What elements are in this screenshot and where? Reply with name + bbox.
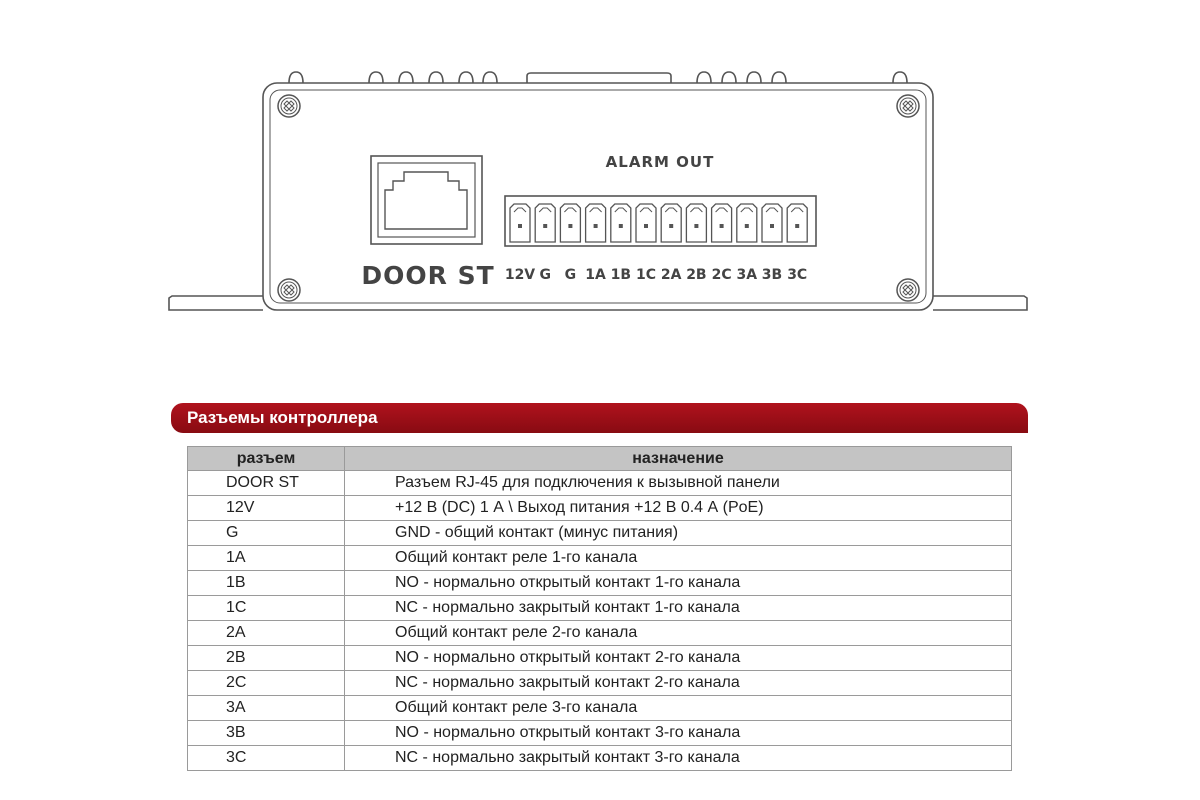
terminal-label: 1A: [585, 267, 606, 283]
purpose-cell: GND - общий контакт (минус питания): [345, 521, 1012, 546]
screw-icon: [278, 279, 300, 301]
table-row: [188, 671, 1012, 696]
terminal-label: 2B: [686, 267, 707, 283]
terminal-label: 3A: [736, 267, 758, 283]
purpose-cell: Общий контакт реле 3-го канала: [345, 696, 1012, 721]
terminal-label: 1B: [610, 267, 632, 283]
terminal-labels: [505, 267, 807, 283]
connector-cell: 3B: [188, 721, 345, 746]
terminal-pin: [586, 204, 606, 242]
table-row: [188, 471, 1012, 496]
terminal-pin: [787, 204, 807, 242]
right-mounting-flange: [933, 296, 1027, 310]
column-header-purpose: назначение: [345, 447, 1012, 471]
door-st-label: DOOR ST: [361, 261, 495, 290]
purpose-cell: Общий контакт реле 1-го канала: [345, 546, 1012, 571]
terminal-pin: [686, 204, 706, 242]
connector-cell: DOOR ST: [188, 471, 345, 496]
purpose-cell: +12 В (DC) 1 А \ Выход питания +12 В 0.4 А (PoE): [345, 496, 1012, 521]
terminal-pin: [560, 204, 580, 242]
connector-cell: 1B: [188, 571, 345, 596]
section-title: Разъемы контроллера: [187, 408, 378, 427]
terminal-pin: [535, 204, 555, 242]
purpose-cell: Разъем RJ-45 для подключения к вызывной панели: [345, 471, 1012, 496]
column-header-connector: разъем: [188, 447, 345, 471]
connector-table: [187, 446, 1012, 771]
table-row: [188, 646, 1012, 671]
terminal-pin: [611, 204, 631, 242]
terminal-pin: [510, 204, 530, 242]
terminal-pin: [712, 204, 732, 242]
table-row: [188, 596, 1012, 621]
purpose-cell: NO - нормально открытый контакт 2-го канала: [345, 646, 1012, 671]
alarm-out-label: ALARM OUT: [605, 153, 715, 171]
table-row: [188, 746, 1012, 771]
table-row: [188, 721, 1012, 746]
table-header-row: [188, 447, 1012, 471]
terminal-pin: [661, 204, 681, 242]
section-header: [171, 403, 1028, 433]
connector-cell: 3A: [188, 696, 345, 721]
screw-icon: [897, 279, 919, 301]
terminal-label: 2C: [711, 267, 732, 283]
terminal-pin: [737, 204, 757, 242]
purpose-cell: Общий контакт реле 2-го канала: [345, 621, 1012, 646]
terminal-label: 2A: [660, 267, 682, 283]
terminal-pin: [636, 204, 656, 242]
left-mounting-flange: [169, 296, 263, 310]
terminal-pin: [762, 204, 782, 242]
terminal-label: 3B: [761, 267, 783, 283]
connector-cell: 2C: [188, 671, 345, 696]
connector-cell: 2B: [188, 646, 345, 671]
table-row: [188, 621, 1012, 646]
table-row: [188, 571, 1012, 596]
table-row: [188, 521, 1012, 546]
table-row: [188, 546, 1012, 571]
purpose-cell: NC - нормально закрытый контакт 2-го канала: [345, 671, 1012, 696]
connector-cell: 1C: [188, 596, 345, 621]
screw-icon: [897, 95, 919, 117]
terminal-label: G: [539, 267, 551, 283]
table-row: [188, 496, 1012, 521]
terminal-label: 3C: [787, 267, 808, 283]
connector-cell: G: [188, 521, 345, 546]
connector-cell: 3C: [188, 746, 345, 771]
connector-cell: 1A: [188, 546, 345, 571]
connector-cell: 12V: [188, 496, 345, 521]
screw-icon: [278, 95, 300, 117]
rj45-port-icon: [371, 156, 482, 244]
connector-cell: 2A: [188, 621, 345, 646]
purpose-cell: NO - нормально открытый контакт 1-го канала: [345, 571, 1012, 596]
purpose-cell: NC - нормально закрытый контакт 1-го канала: [345, 596, 1012, 621]
terminal-pins: [510, 204, 807, 242]
device-front-panel: [0, 0, 1200, 340]
table-row: [188, 696, 1012, 721]
terminal-label: G: [564, 267, 577, 283]
terminal-label: 1C: [635, 267, 657, 283]
terminal-label: 12V: [504, 267, 536, 283]
purpose-cell: NC - нормально закрытый контакт 3-го канала: [345, 746, 1012, 771]
purpose-cell: NO - нормально открытый контакт 3-го канала: [345, 721, 1012, 746]
